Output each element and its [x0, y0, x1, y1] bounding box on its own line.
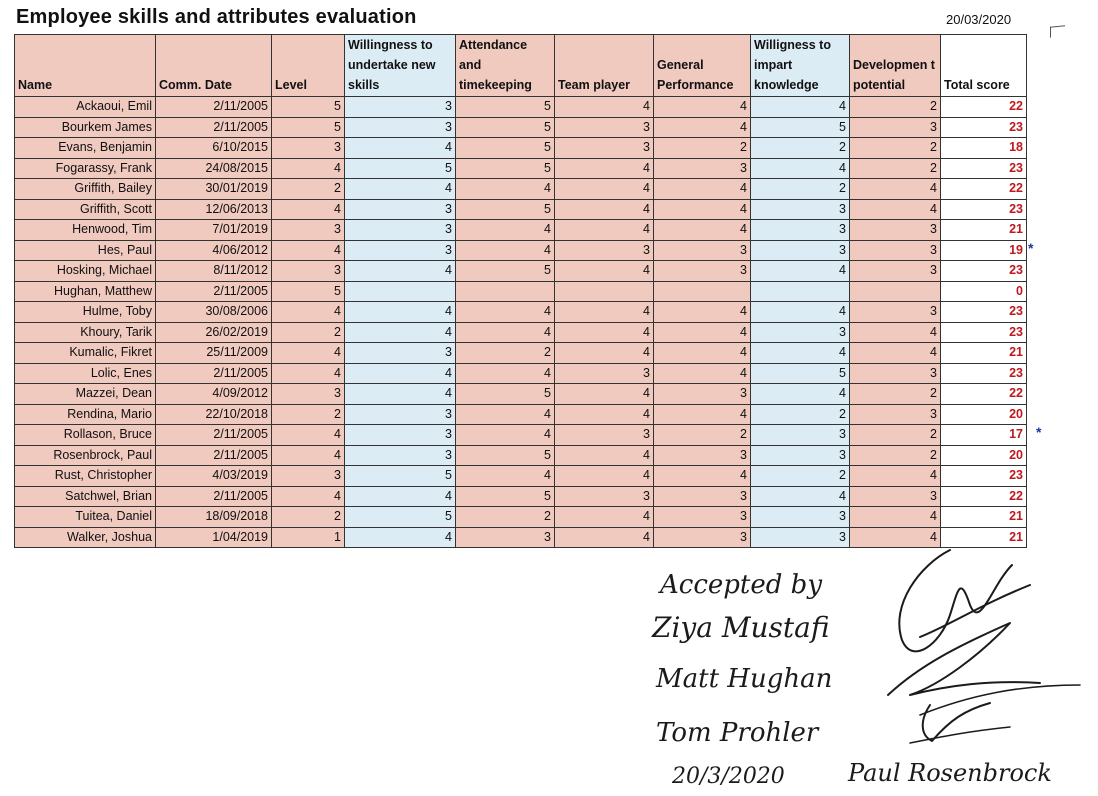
cell-development-potential: 4 [850, 507, 941, 528]
table-row [15, 240, 1027, 261]
handwritten-signatures [620, 545, 1090, 795]
table-row [15, 322, 1027, 343]
header-willingness-new-skills: Willingness to undertake new skills [345, 35, 456, 97]
header-development-potential: Developmen t potential [850, 35, 941, 97]
cell-attendance: 4 [456, 466, 555, 487]
cell-total-score: 21 [941, 507, 1027, 528]
cell-total-score: 23 [941, 158, 1027, 179]
cell-comm-date: 6/10/2015 [156, 138, 272, 159]
cell-name: Ackaoui, Emil [15, 97, 156, 118]
cell-general-performance: 4 [654, 404, 751, 425]
cell-general-performance: 4 [654, 199, 751, 220]
cell-attendance: 5 [456, 384, 555, 405]
header-impart-knowledge: Willigness to impart knowledge [751, 35, 850, 97]
cell-name: Khoury, Tarik [15, 322, 156, 343]
cell-name: Satchwel, Brian [15, 486, 156, 507]
cell-attendance: 4 [456, 220, 555, 241]
cell-comm-date: 8/11/2012 [156, 261, 272, 282]
cell-development-potential: 3 [850, 117, 941, 138]
cell-level: 4 [272, 445, 345, 466]
annotation-mark-hes: * [1028, 240, 1034, 256]
table-row [15, 158, 1027, 179]
table-row [15, 179, 1027, 200]
cell-name: Bourkem James [15, 117, 156, 138]
cell-team-player: 4 [555, 507, 654, 528]
cell-development-potential: 2 [850, 445, 941, 466]
header-attendance: Attendance and timekeeping [456, 35, 555, 97]
cell-development-potential: 2 [850, 138, 941, 159]
cell-development-potential: 3 [850, 220, 941, 241]
cell-total-score: 0 [941, 281, 1027, 302]
annotation-mark-rollason: * [1036, 424, 1042, 440]
cell-new-skills: 3 [345, 240, 456, 261]
table-row [15, 220, 1027, 241]
cell-impart-knowledge [751, 281, 850, 302]
header-level: Level [272, 35, 345, 97]
cell-comm-date: 25/11/2009 [156, 343, 272, 364]
cell-total-score: 23 [941, 466, 1027, 487]
cell-general-performance: 3 [654, 486, 751, 507]
cell-level: 4 [272, 486, 345, 507]
cell-comm-date: 1/04/2019 [156, 527, 272, 548]
cell-general-performance: 4 [654, 97, 751, 118]
cell-comm-date: 2/11/2005 [156, 97, 272, 118]
cell-development-potential: 3 [850, 261, 941, 282]
table-row [15, 507, 1027, 528]
cell-general-performance: 3 [654, 527, 751, 548]
cell-team-player: 4 [555, 220, 654, 241]
cell-name: Hulme, Toby [15, 302, 156, 323]
cell-impart-knowledge: 3 [751, 527, 850, 548]
handwritten-signoff-date: 20/3/2020 [672, 764, 785, 789]
cell-new-skills: 4 [345, 261, 456, 282]
cell-impart-knowledge: 2 [751, 138, 850, 159]
cell-comm-date: 4/03/2019 [156, 466, 272, 487]
cell-general-performance: 3 [654, 384, 751, 405]
cell-name: Rust, Christopher [15, 466, 156, 487]
cell-level: 3 [272, 466, 345, 487]
cell-name: Henwood, Tim [15, 220, 156, 241]
table-row [15, 117, 1027, 138]
handwritten-name-1: Ziya Mustafi [652, 611, 830, 644]
cell-impart-knowledge: 3 [751, 240, 850, 261]
cell-level: 2 [272, 322, 345, 343]
cell-development-potential: 3 [850, 363, 941, 384]
handwritten-name-4: Paul Rosenbrock [848, 759, 1052, 787]
cell-level: 4 [272, 199, 345, 220]
cell-comm-date: 26/02/2019 [156, 322, 272, 343]
cell-attendance: 4 [456, 322, 555, 343]
cell-level: 5 [272, 281, 345, 302]
cell-name: Fogarassy, Frank [15, 158, 156, 179]
corner-mark [1050, 25, 1065, 38]
cell-general-performance: 4 [654, 322, 751, 343]
cell-impart-knowledge: 3 [751, 445, 850, 466]
cell-level: 5 [272, 117, 345, 138]
cell-general-performance: 3 [654, 445, 751, 466]
table-row [15, 404, 1027, 425]
cell-impart-knowledge: 4 [751, 302, 850, 323]
cell-development-potential: 3 [850, 240, 941, 261]
cell-development-potential [850, 281, 941, 302]
cell-level: 2 [272, 404, 345, 425]
table-row [15, 97, 1027, 118]
cell-impart-knowledge: 3 [751, 425, 850, 446]
cell-attendance: 5 [456, 117, 555, 138]
cell-impart-knowledge: 3 [751, 199, 850, 220]
cell-name: Hughan, Matthew [15, 281, 156, 302]
cell-impart-knowledge: 2 [751, 466, 850, 487]
cell-general-performance: 3 [654, 240, 751, 261]
cell-impart-knowledge: 3 [751, 322, 850, 343]
cell-team-player: 3 [555, 240, 654, 261]
cell-development-potential: 3 [850, 486, 941, 507]
cell-level: 4 [272, 363, 345, 384]
cell-team-player: 4 [555, 404, 654, 425]
cell-impart-knowledge: 2 [751, 179, 850, 200]
table-row [15, 343, 1027, 364]
cell-new-skills: 3 [345, 199, 456, 220]
header-team-player: Team player [555, 35, 654, 97]
cell-new-skills: 3 [345, 117, 456, 138]
table-row [15, 281, 1027, 302]
cell-new-skills: 4 [345, 302, 456, 323]
cell-general-performance: 2 [654, 138, 751, 159]
cell-general-performance: 3 [654, 261, 751, 282]
cell-new-skills: 3 [345, 343, 456, 364]
cell-total-score: 22 [941, 97, 1027, 118]
cell-name: Lolic, Enes [15, 363, 156, 384]
cell-development-potential: 3 [850, 404, 941, 425]
cell-comm-date: 30/01/2019 [156, 179, 272, 200]
cell-development-potential: 4 [850, 179, 941, 200]
cell-development-potential: 2 [850, 425, 941, 446]
cell-level: 4 [272, 158, 345, 179]
cell-development-potential: 4 [850, 466, 941, 487]
cell-new-skills: 4 [345, 527, 456, 548]
cell-attendance: 3 [456, 527, 555, 548]
cell-development-potential: 4 [850, 527, 941, 548]
cell-new-skills: 4 [345, 486, 456, 507]
cell-impart-knowledge: 4 [751, 384, 850, 405]
cell-level: 3 [272, 384, 345, 405]
cell-team-player: 4 [555, 384, 654, 405]
cell-comm-date: 24/08/2015 [156, 158, 272, 179]
header-name: Name [15, 35, 156, 97]
cell-new-skills: 4 [345, 363, 456, 384]
cell-attendance [456, 281, 555, 302]
handwritten-name-3: Tom Prohler [656, 718, 819, 748]
cell-team-player: 3 [555, 363, 654, 384]
cell-team-player [555, 281, 654, 302]
cell-comm-date: 2/11/2005 [156, 117, 272, 138]
cell-total-score: 23 [941, 322, 1027, 343]
cell-new-skills: 3 [345, 425, 456, 446]
cell-name: Griffith, Scott [15, 199, 156, 220]
cell-general-performance: 4 [654, 179, 751, 200]
cell-name: Kumalic, Fikret [15, 343, 156, 364]
cell-total-score: 23 [941, 363, 1027, 384]
table-row [15, 425, 1027, 446]
table-row [15, 302, 1027, 323]
table-row [15, 384, 1027, 405]
cell-attendance: 5 [456, 261, 555, 282]
cell-name: Rosenbrock, Paul [15, 445, 156, 466]
cell-development-potential: 2 [850, 97, 941, 118]
cell-total-score: 20 [941, 445, 1027, 466]
cell-general-performance [654, 281, 751, 302]
cell-comm-date: 2/11/2005 [156, 425, 272, 446]
table-row [15, 261, 1027, 282]
cell-level: 4 [272, 302, 345, 323]
cell-attendance: 2 [456, 343, 555, 364]
cell-new-skills: 4 [345, 322, 456, 343]
cell-comm-date: 30/08/2006 [156, 302, 272, 323]
cell-level: 3 [272, 261, 345, 282]
cell-level: 3 [272, 138, 345, 159]
cell-level: 3 [272, 220, 345, 241]
cell-total-score: 17 [941, 425, 1027, 446]
cell-new-skills: 4 [345, 384, 456, 405]
cell-attendance: 5 [456, 445, 555, 466]
cell-name: Mazzei, Dean [15, 384, 156, 405]
cell-development-potential: 2 [850, 384, 941, 405]
cell-attendance: 4 [456, 363, 555, 384]
cell-new-skills: 5 [345, 507, 456, 528]
cell-level: 4 [272, 240, 345, 261]
cell-impart-knowledge: 4 [751, 158, 850, 179]
cell-total-score: 19 [941, 240, 1027, 261]
cell-development-potential: 4 [850, 343, 941, 364]
cell-general-performance: 2 [654, 425, 751, 446]
cell-team-player: 4 [555, 158, 654, 179]
cell-attendance: 4 [456, 240, 555, 261]
cell-total-score: 23 [941, 199, 1027, 220]
cell-team-player: 4 [555, 343, 654, 364]
cell-attendance: 4 [456, 302, 555, 323]
cell-general-performance: 4 [654, 220, 751, 241]
cell-new-skills: 4 [345, 179, 456, 200]
cell-general-performance: 3 [654, 158, 751, 179]
cell-new-skills: 5 [345, 466, 456, 487]
table-row [15, 363, 1027, 384]
cell-name: Rollason, Bruce [15, 425, 156, 446]
cell-team-player: 4 [555, 302, 654, 323]
cell-total-score: 18 [941, 138, 1027, 159]
cell-level: 2 [272, 179, 345, 200]
cell-comm-date: 2/11/2005 [156, 486, 272, 507]
cell-attendance: 5 [456, 97, 555, 118]
cell-new-skills: 3 [345, 97, 456, 118]
cell-comm-date: 2/11/2005 [156, 363, 272, 384]
cell-total-score: 23 [941, 261, 1027, 282]
cell-comm-date: 7/01/2019 [156, 220, 272, 241]
cell-team-player: 4 [555, 199, 654, 220]
cell-comm-date: 2/11/2005 [156, 445, 272, 466]
table-row [15, 445, 1027, 466]
cell-total-score: 20 [941, 404, 1027, 425]
cell-impart-knowledge: 5 [751, 363, 850, 384]
cell-development-potential: 4 [850, 199, 941, 220]
cell-team-player: 4 [555, 97, 654, 118]
cell-comm-date: 18/09/2018 [156, 507, 272, 528]
cell-attendance: 5 [456, 138, 555, 159]
cell-general-performance: 4 [654, 343, 751, 364]
cell-development-potential: 4 [850, 322, 941, 343]
cell-level: 1 [272, 527, 345, 548]
cell-level: 2 [272, 507, 345, 528]
cell-total-score: 22 [941, 179, 1027, 200]
cell-total-score: 21 [941, 220, 1027, 241]
header-total-score: Total score [941, 35, 1027, 97]
handwritten-name-2: Matt Hughan [656, 664, 833, 694]
cell-new-skills: 3 [345, 445, 456, 466]
cell-comm-date: 4/09/2012 [156, 384, 272, 405]
cell-attendance: 2 [456, 507, 555, 528]
cell-name: Evans, Benjamin [15, 138, 156, 159]
cell-total-score: 21 [941, 527, 1027, 548]
cell-team-player: 4 [555, 466, 654, 487]
cell-team-player: 4 [555, 261, 654, 282]
cell-total-score: 23 [941, 117, 1027, 138]
cell-team-player: 3 [555, 138, 654, 159]
cell-impart-knowledge: 4 [751, 343, 850, 364]
cell-total-score: 23 [941, 302, 1027, 323]
cell-total-score: 22 [941, 486, 1027, 507]
cell-impart-knowledge: 3 [751, 220, 850, 241]
cell-new-skills [345, 281, 456, 302]
cell-level: 4 [272, 425, 345, 446]
table-row [15, 199, 1027, 220]
cell-attendance: 4 [456, 179, 555, 200]
cell-team-player: 3 [555, 486, 654, 507]
cell-impart-knowledge: 3 [751, 507, 850, 528]
evaluation-table [14, 34, 1027, 548]
cell-impart-knowledge: 4 [751, 261, 850, 282]
cell-new-skills: 5 [345, 158, 456, 179]
cell-team-player: 4 [555, 179, 654, 200]
header-general-performance: General Performance [654, 35, 751, 97]
cell-total-score: 21 [941, 343, 1027, 364]
cell-general-performance: 4 [654, 302, 751, 323]
cell-level: 5 [272, 97, 345, 118]
cell-new-skills: 4 [345, 138, 456, 159]
cell-development-potential: 3 [850, 302, 941, 323]
cell-name: Griffith, Bailey [15, 179, 156, 200]
handwritten-accepted-by: Accepted by [660, 570, 823, 600]
cell-attendance: 4 [456, 404, 555, 425]
page-title: Employee skills and attributes evaluation [16, 6, 417, 28]
cell-comm-date: 12/06/2013 [156, 199, 272, 220]
cell-general-performance: 4 [654, 117, 751, 138]
header-comm-date: Comm. Date [156, 35, 272, 97]
header-row [15, 35, 1027, 97]
cell-general-performance: 3 [654, 507, 751, 528]
cell-comm-date: 4/06/2012 [156, 240, 272, 261]
cell-new-skills: 3 [345, 404, 456, 425]
cell-name: Hes, Paul [15, 240, 156, 261]
cell-new-skills: 3 [345, 220, 456, 241]
cell-attendance: 4 [456, 425, 555, 446]
cell-team-player: 4 [555, 322, 654, 343]
table-row [15, 466, 1027, 487]
cell-team-player: 4 [555, 445, 654, 466]
cell-impart-knowledge: 2 [751, 404, 850, 425]
cell-general-performance: 4 [654, 466, 751, 487]
cell-team-player: 3 [555, 425, 654, 446]
cell-attendance: 5 [456, 158, 555, 179]
cell-comm-date: 2/11/2005 [156, 281, 272, 302]
cell-total-score: 22 [941, 384, 1027, 405]
cell-team-player: 3 [555, 117, 654, 138]
cell-name: Hosking, Michael [15, 261, 156, 282]
cell-name: Rendina, Mario [15, 404, 156, 425]
cell-name: Walker, Joshua [15, 527, 156, 548]
table-row [15, 138, 1027, 159]
cell-attendance: 5 [456, 199, 555, 220]
cell-comm-date: 22/10/2018 [156, 404, 272, 425]
cell-team-player: 4 [555, 527, 654, 548]
cell-general-performance: 4 [654, 363, 751, 384]
cell-level: 4 [272, 343, 345, 364]
cell-attendance: 5 [456, 486, 555, 507]
table-row [15, 486, 1027, 507]
cell-name: Tuitea, Daniel [15, 507, 156, 528]
cell-impart-knowledge: 5 [751, 117, 850, 138]
document-date: 20/03/2020 [946, 12, 1012, 27]
cell-impart-knowledge: 4 [751, 486, 850, 507]
cell-development-potential: 2 [850, 158, 941, 179]
cell-impart-knowledge: 4 [751, 97, 850, 118]
